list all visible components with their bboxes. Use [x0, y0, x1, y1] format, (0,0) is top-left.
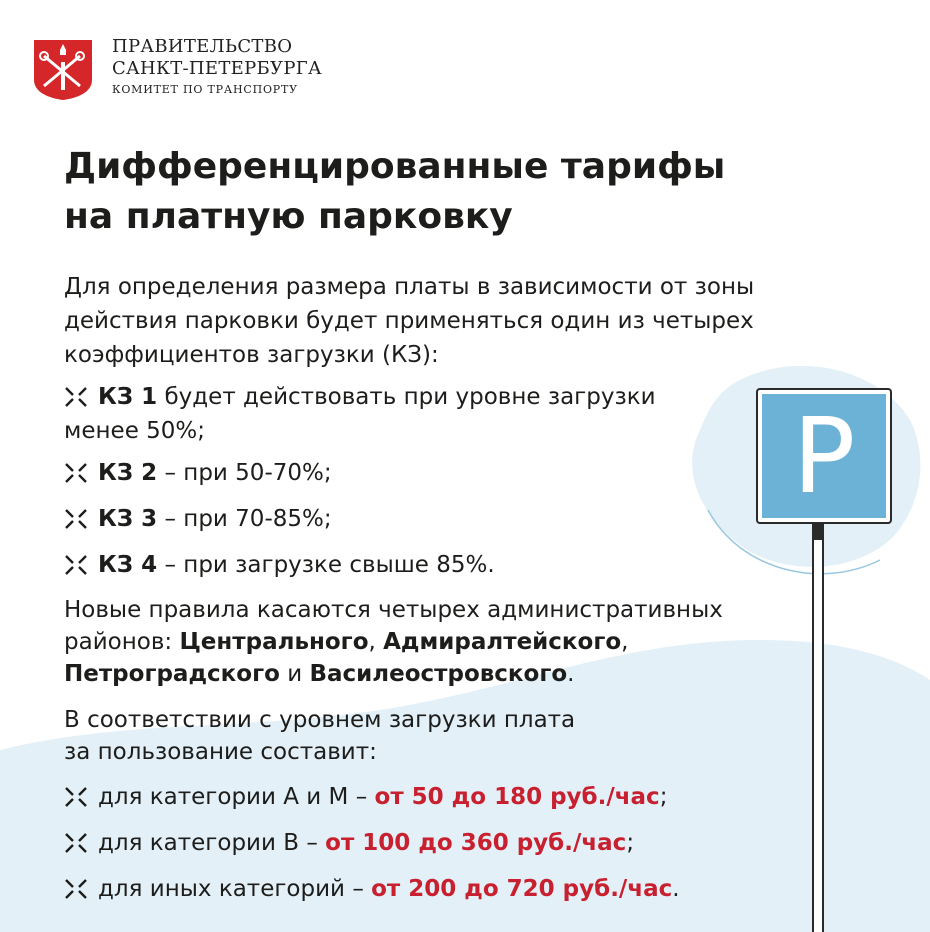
fee-category: для категории А и М – [98, 784, 375, 810]
fee-intro-line-2: за пользование составит: [64, 739, 377, 765]
kz-text: – при 50-70%; [157, 460, 332, 486]
list-item-kz1-cont [64, 414, 205, 448]
fee-intro-line-1: В соответствии с уровнем загрузки плата [64, 707, 576, 733]
district-admiralteysky: Адмиралтейского [383, 629, 622, 655]
list-item-fee-other [64, 872, 680, 906]
district-central: Центрального [179, 629, 369, 655]
parking-sign-icon [758, 390, 890, 522]
organization-name [112, 36, 322, 98]
bullet-arrows-icon [64, 786, 88, 808]
kz-text: будет действовать при уровне загрузки [157, 384, 656, 410]
header [30, 36, 322, 102]
separator: , [368, 629, 384, 655]
bullet-arrows-icon [64, 508, 88, 530]
title-line-2: на платную парковку [64, 196, 513, 237]
list-item-kz3 [64, 502, 332, 536]
kz-label: КЗ 1 [98, 384, 158, 410]
org-line-1: ПРАВИТЕЛЬСТВО [112, 36, 293, 57]
page-title [64, 142, 725, 242]
kz-label: КЗ 2 [98, 460, 158, 486]
district-vasileostrovsky: Василеостровского [309, 661, 568, 687]
kz-text: – при загрузке свыше 85%. [157, 552, 495, 578]
fee-intro [64, 704, 844, 768]
districts-intro: Новые правила касаются четырех административных районов: [64, 597, 723, 655]
coat-of-arms-icon [30, 36, 96, 102]
parking-sign-letter: P [792, 395, 856, 517]
fee-category: для иных категорий – [98, 876, 372, 902]
kz-text-cont: менее 50%; [64, 418, 206, 444]
conjunction: и [279, 661, 310, 687]
fee-category: для категории В – [98, 830, 326, 856]
bullet-arrows-icon [64, 878, 88, 900]
list-item-kz2 [64, 456, 332, 490]
district-petrogradsky: Петроградского [64, 661, 280, 687]
kz-text: – при 70-85%; [157, 506, 332, 532]
bullet-arrows-icon [64, 462, 88, 484]
separator: , [621, 629, 629, 655]
punctuation: ; [626, 830, 635, 856]
sign-pole [812, 516, 824, 932]
list-item-fee-b [64, 826, 634, 860]
bullet-arrows-icon [64, 554, 88, 576]
title-line-1: Дифференцированные тарифы [64, 146, 726, 187]
list-item-kz4 [64, 548, 495, 582]
bullet-arrows-icon [64, 386, 88, 408]
bullet-arrows-icon [64, 832, 88, 854]
list-item-fee-am [64, 780, 667, 814]
period: . [567, 661, 575, 687]
fee-amount: от 50 до 180 руб./час [374, 784, 660, 810]
fee-amount: от 100 до 360 руб./час [325, 830, 627, 856]
org-line-3: КОМИТЕТ ПО ТРАНСПОРТУ [112, 83, 298, 96]
punctuation: . [672, 876, 680, 902]
fee-amount: от 200 до 720 руб./час [371, 876, 673, 902]
punctuation: ; [659, 784, 668, 810]
org-line-2: САНКТ-ПЕТЕРБУРГА [112, 58, 322, 79]
kz-label: КЗ 4 [98, 552, 158, 578]
kz-label: КЗ 3 [98, 506, 158, 532]
districts-paragraph [64, 594, 804, 690]
intro-text: Для определения размера платы в зависимости от зоны действия парковки будет применяться один из четырех коэффициентов загрузки (КЗ): [64, 274, 755, 368]
list-item-kz1 [64, 380, 704, 414]
